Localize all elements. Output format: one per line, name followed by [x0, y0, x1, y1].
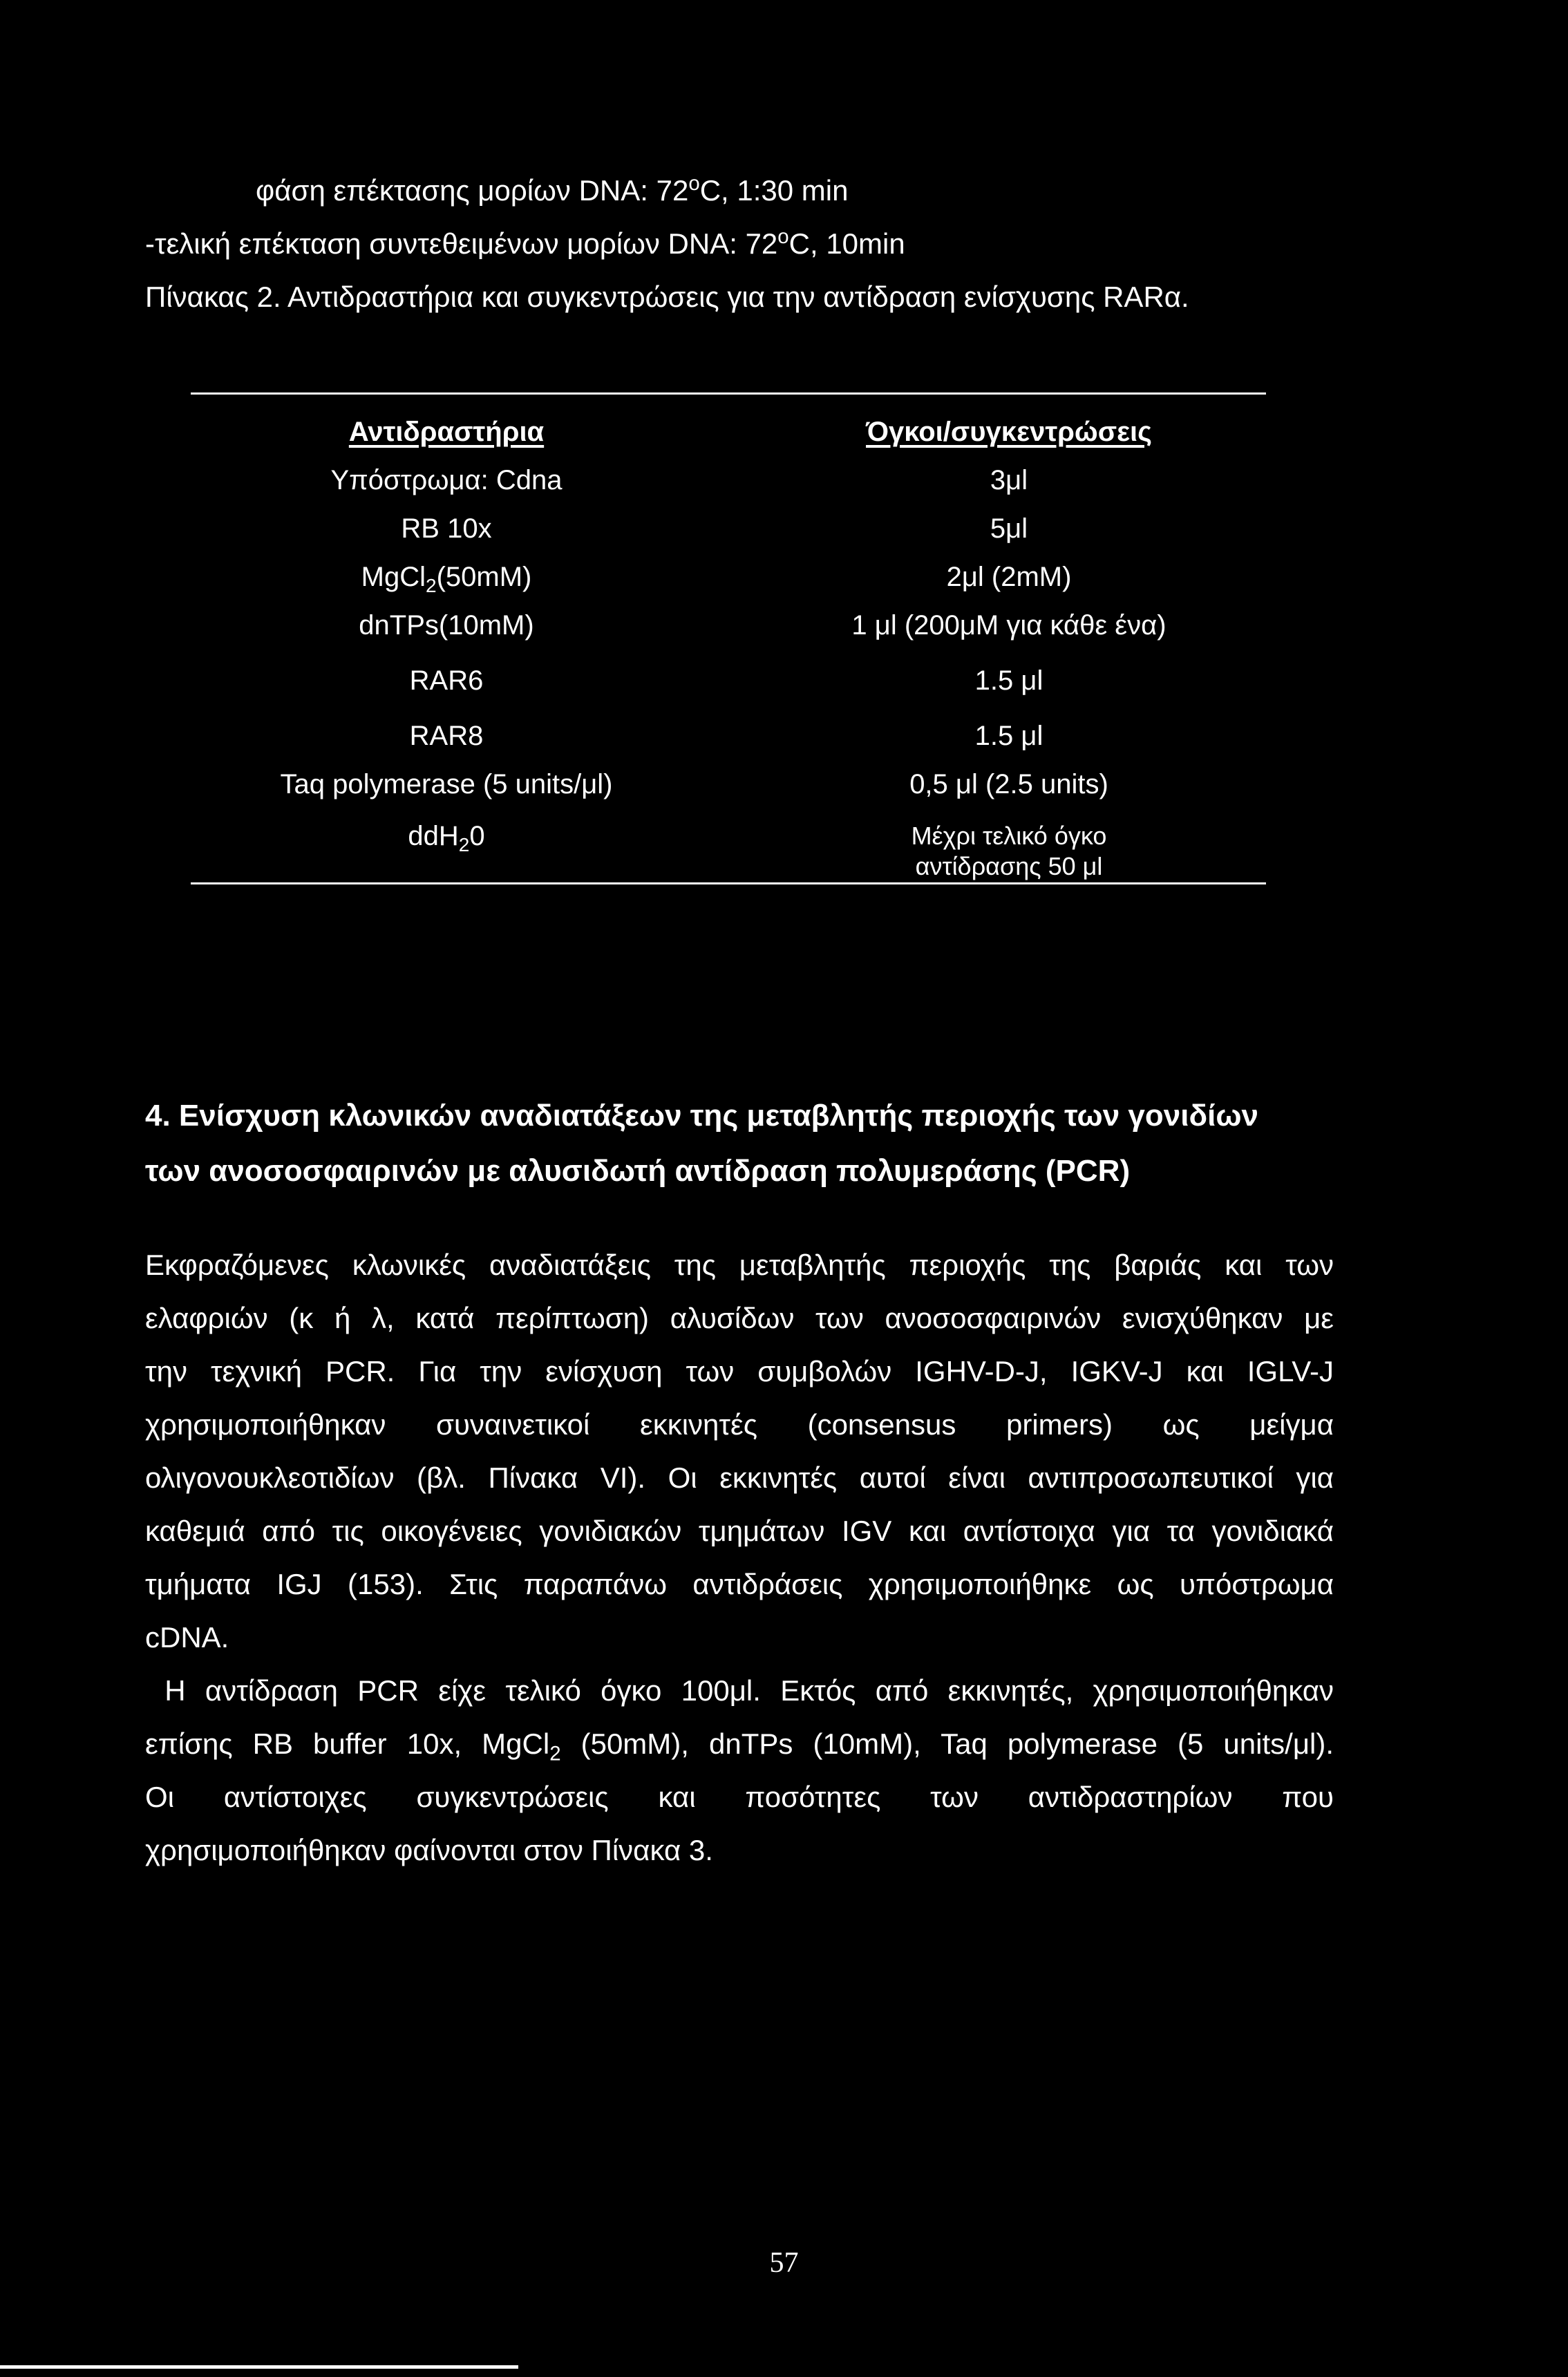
amount-line: αντίδρασης 50 μl	[915, 852, 1103, 880]
protocol-step-text: C, 10min	[788, 227, 905, 260]
subscript: 2	[458, 834, 470, 855]
reagent-text: 0	[469, 821, 485, 851]
table-cell-reagent: RAR8	[409, 721, 484, 751]
subscript: 2	[425, 575, 437, 596]
protocol-step-text: φάση επέκτασης μορίων DNA: 72	[256, 174, 689, 207]
table-cell-reagent: RB 10x	[401, 513, 492, 544]
table-cell-reagent	[191, 560, 702, 594]
table-cell-amount: 1.5 μl	[974, 721, 1043, 751]
amount-line: Μέχρι τελικό όγκο	[911, 822, 1107, 850]
paragraph-line: Οι αντίστοιχες συγκεντρώσεις και ποσότητες των αντιδραστηρίων που	[145, 1781, 1334, 1813]
table-cell-amount: 3μl	[990, 465, 1028, 495]
table-cell-amount: 0,5 μl (2.5 units)	[909, 769, 1108, 799]
footer-rule	[0, 2365, 518, 2369]
reagent-text: (50mM)	[436, 562, 532, 592]
body-paragraph	[145, 1238, 1334, 1664]
paragraph-line: χρησιμοποιήθηκαν συναινετικοί εκκινητές (consensus primers) ως μείγμα	[145, 1408, 1334, 1441]
protocol-step-extension	[256, 173, 848, 209]
table-caption: Πίνακας 2. Αντιδραστήρια και συγκεντρώσεις για την αντίδραση ενίσχυσης RARα.	[145, 281, 1189, 313]
table-top-rule	[191, 392, 1266, 395]
paragraph-line: τμήματα IGJ (153). Στις παραπάνω αντιδράσεις χρησιμοποιήθηκε ως υπόστρωμα	[145, 1568, 1334, 1600]
paragraph-line: ελαφριών (κ ή λ, κατά περίπτωση) αλυσίδων των ανοσοσφαιρινών ενισχύθηκαν με	[145, 1302, 1334, 1334]
header-text: Όγκοι/συγκεντρώσεις	[866, 417, 1152, 447]
body-paragraph	[145, 1664, 1334, 1877]
paragraph-line: την τεχνική PCR. Για την ενίσχυση των συμβολών IGHV-D-J, IGKV-J και IGLV-J	[145, 1355, 1334, 1388]
text-run: επίσης RB buffer 10x, MgCl	[145, 1727, 550, 1760]
subscript: 2	[549, 1742, 561, 1765]
header-text: Αντιδραστήρια	[348, 417, 545, 447]
table-header-reagents	[191, 415, 702, 449]
table-cell-amount: 2μl (2mM)	[946, 562, 1072, 592]
paragraph-line	[145, 1717, 1334, 1770]
reagent-text: MgCl	[361, 562, 426, 592]
paragraph-line: χρησιμοποιήθηκαν φαίνονται στον Πίνακα 3.	[145, 1834, 713, 1866]
table-bottom-rule	[191, 882, 1266, 884]
section-heading: των ανοσοσφαιρινών με αλυσιδωτή αντίδραση πολυμεράσης (PCR)	[145, 1154, 1131, 1188]
paragraph-line: Εκφραζόμενες κλωνικές αναδιατάξεις της μεταβλητής περιοχής της βαριάς και των	[145, 1249, 1334, 1281]
paragraph-line: καθεμιά από τις οικογένειες γονιδιακών τμημάτων IGV και αντίστοιχα για τα γονιδιακά	[145, 1515, 1334, 1547]
degree-superscript: o	[777, 225, 789, 248]
degree-superscript: o	[688, 172, 700, 195]
table-cell-reagent: dnTPs(10mM)	[359, 610, 534, 641]
text-run: (50mM), dnTPs (10mM), Taq polymerase (5 units/μl).	[560, 1727, 1334, 1760]
table-cell-reagent: RAR6	[409, 665, 484, 696]
paragraph-line: cDNA.	[145, 1621, 229, 1654]
table-cell-amount: 1 μl (200μM για κάθε ένα)	[851, 610, 1166, 641]
protocol-step-final-extension	[145, 226, 905, 262]
protocol-step-text: C, 1:30 min	[699, 174, 849, 207]
table-cell-amount: 1.5 μl	[974, 665, 1043, 696]
table-cell-reagent	[191, 819, 702, 853]
table-header-volumes	[753, 415, 1265, 449]
paragraph-line: ολιγονουκλεοτιδίων (βλ. Πίνακα VI). Οι εκκινητές αυτοί είναι αντιπροσωπευτικοί για	[145, 1461, 1334, 1494]
paragraph-line: Η αντίδραση PCR είχε τελικό όγκο 100μl. Εκτός από εκκινητές, χρησιμοποιήθηκαν	[145, 1674, 1334, 1707]
table-cell-reagent: Υπόστρωμα: Cdna	[330, 465, 563, 495]
protocol-step-text: -τελική επέκταση συντεθειμένων μορίων DNA: 72	[145, 227, 778, 260]
page-number: 57	[769, 2247, 799, 2279]
reagent-text: ddH	[408, 821, 459, 851]
section-heading: 4. Ενίσχυση κλωνικών αναδιατάξεων της μεταβλητής περιοχής των γονιδίων	[145, 1099, 1258, 1133]
table-cell-reagent: Taq polymerase (5 units/μl)	[280, 769, 613, 799]
table-cell-amount	[753, 821, 1265, 882]
table-cell-amount: 5μl	[990, 513, 1028, 544]
